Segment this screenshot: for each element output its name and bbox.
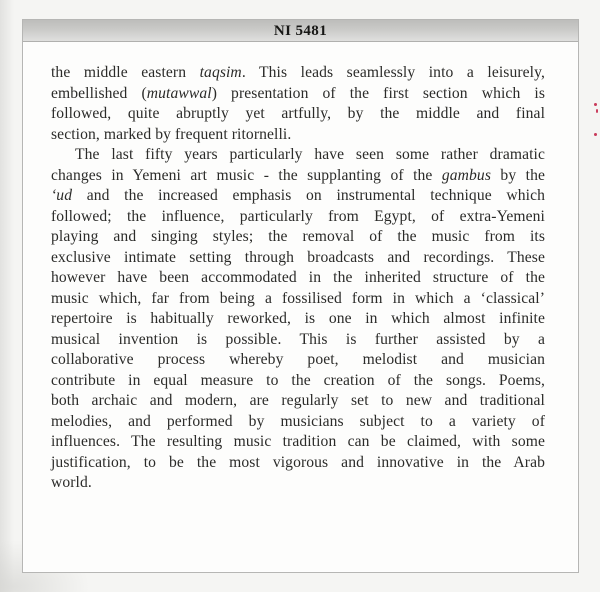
text-line: contribute in equal measure to the creation of the songs. Poems, <box>51 371 545 389</box>
text-line: ‘ud and the increased emphasis on instrumental technique which <box>51 187 545 204</box>
text-line: section, marked by frequent ritornelli. <box>51 125 292 143</box>
text-line: embellished (mutawwal) presentation of the first section which is <box>51 84 545 102</box>
catalogue-number: NI 5481 <box>273 23 328 39</box>
text-line: however have been accommodated in the inherited structure of the <box>51 269 545 286</box>
booklet-text-panel <box>22 19 579 573</box>
catalogue-header-bar <box>23 20 578 42</box>
text-line: music which, far from being a fossilised form in which a ‘classical’ <box>51 289 545 307</box>
text-line: justification, to be the most vigorous and innovative in the Arab <box>51 453 545 471</box>
text-line: the middle eastern taqsim. This leads seamlessly into a leisurely, <box>51 64 545 81</box>
text-line: The last fifty years particularly have seen some rather dramatic <box>75 146 545 163</box>
paragraph <box>51 145 545 494</box>
text-line: repertoire is habitually reworked, is one in which almost infinite <box>51 310 545 327</box>
text-line: melodies, and performed by musicians subject to a variety of <box>51 412 545 430</box>
document-text <box>23 42 578 494</box>
text-line: collaborative process whereby poet, melodist and musician <box>51 351 545 368</box>
text-line: both archaic and modern, are regularly set to new and traditional <box>51 392 545 409</box>
scan-artifact-speck <box>594 133 597 136</box>
paragraph <box>51 63 545 145</box>
scan-page-edge-shadow <box>0 0 14 592</box>
text-line: followed, quite abruptly yet artfully, by the middle and final <box>51 105 545 122</box>
scan-artifact-speck <box>596 109 598 113</box>
text-line: musical invention is possible. This is further assisted by a <box>51 330 545 348</box>
scan-artifact-speck <box>594 103 597 106</box>
text-line: followed; the influence, particularly from Egypt, of extra-Yemeni <box>51 207 545 225</box>
text-line: influences. The resulting music tradition can be claimed, with some <box>51 433 545 450</box>
text-line: world. <box>51 474 92 491</box>
text-line: exclusive intimate setting through broadcasts and recordings. These <box>51 248 545 266</box>
text-line: playing and singing styles; the removal of the music from its <box>51 228 545 245</box>
text-line: changes in Yemeni art music - the supplanting of the gambus by the <box>51 166 545 184</box>
